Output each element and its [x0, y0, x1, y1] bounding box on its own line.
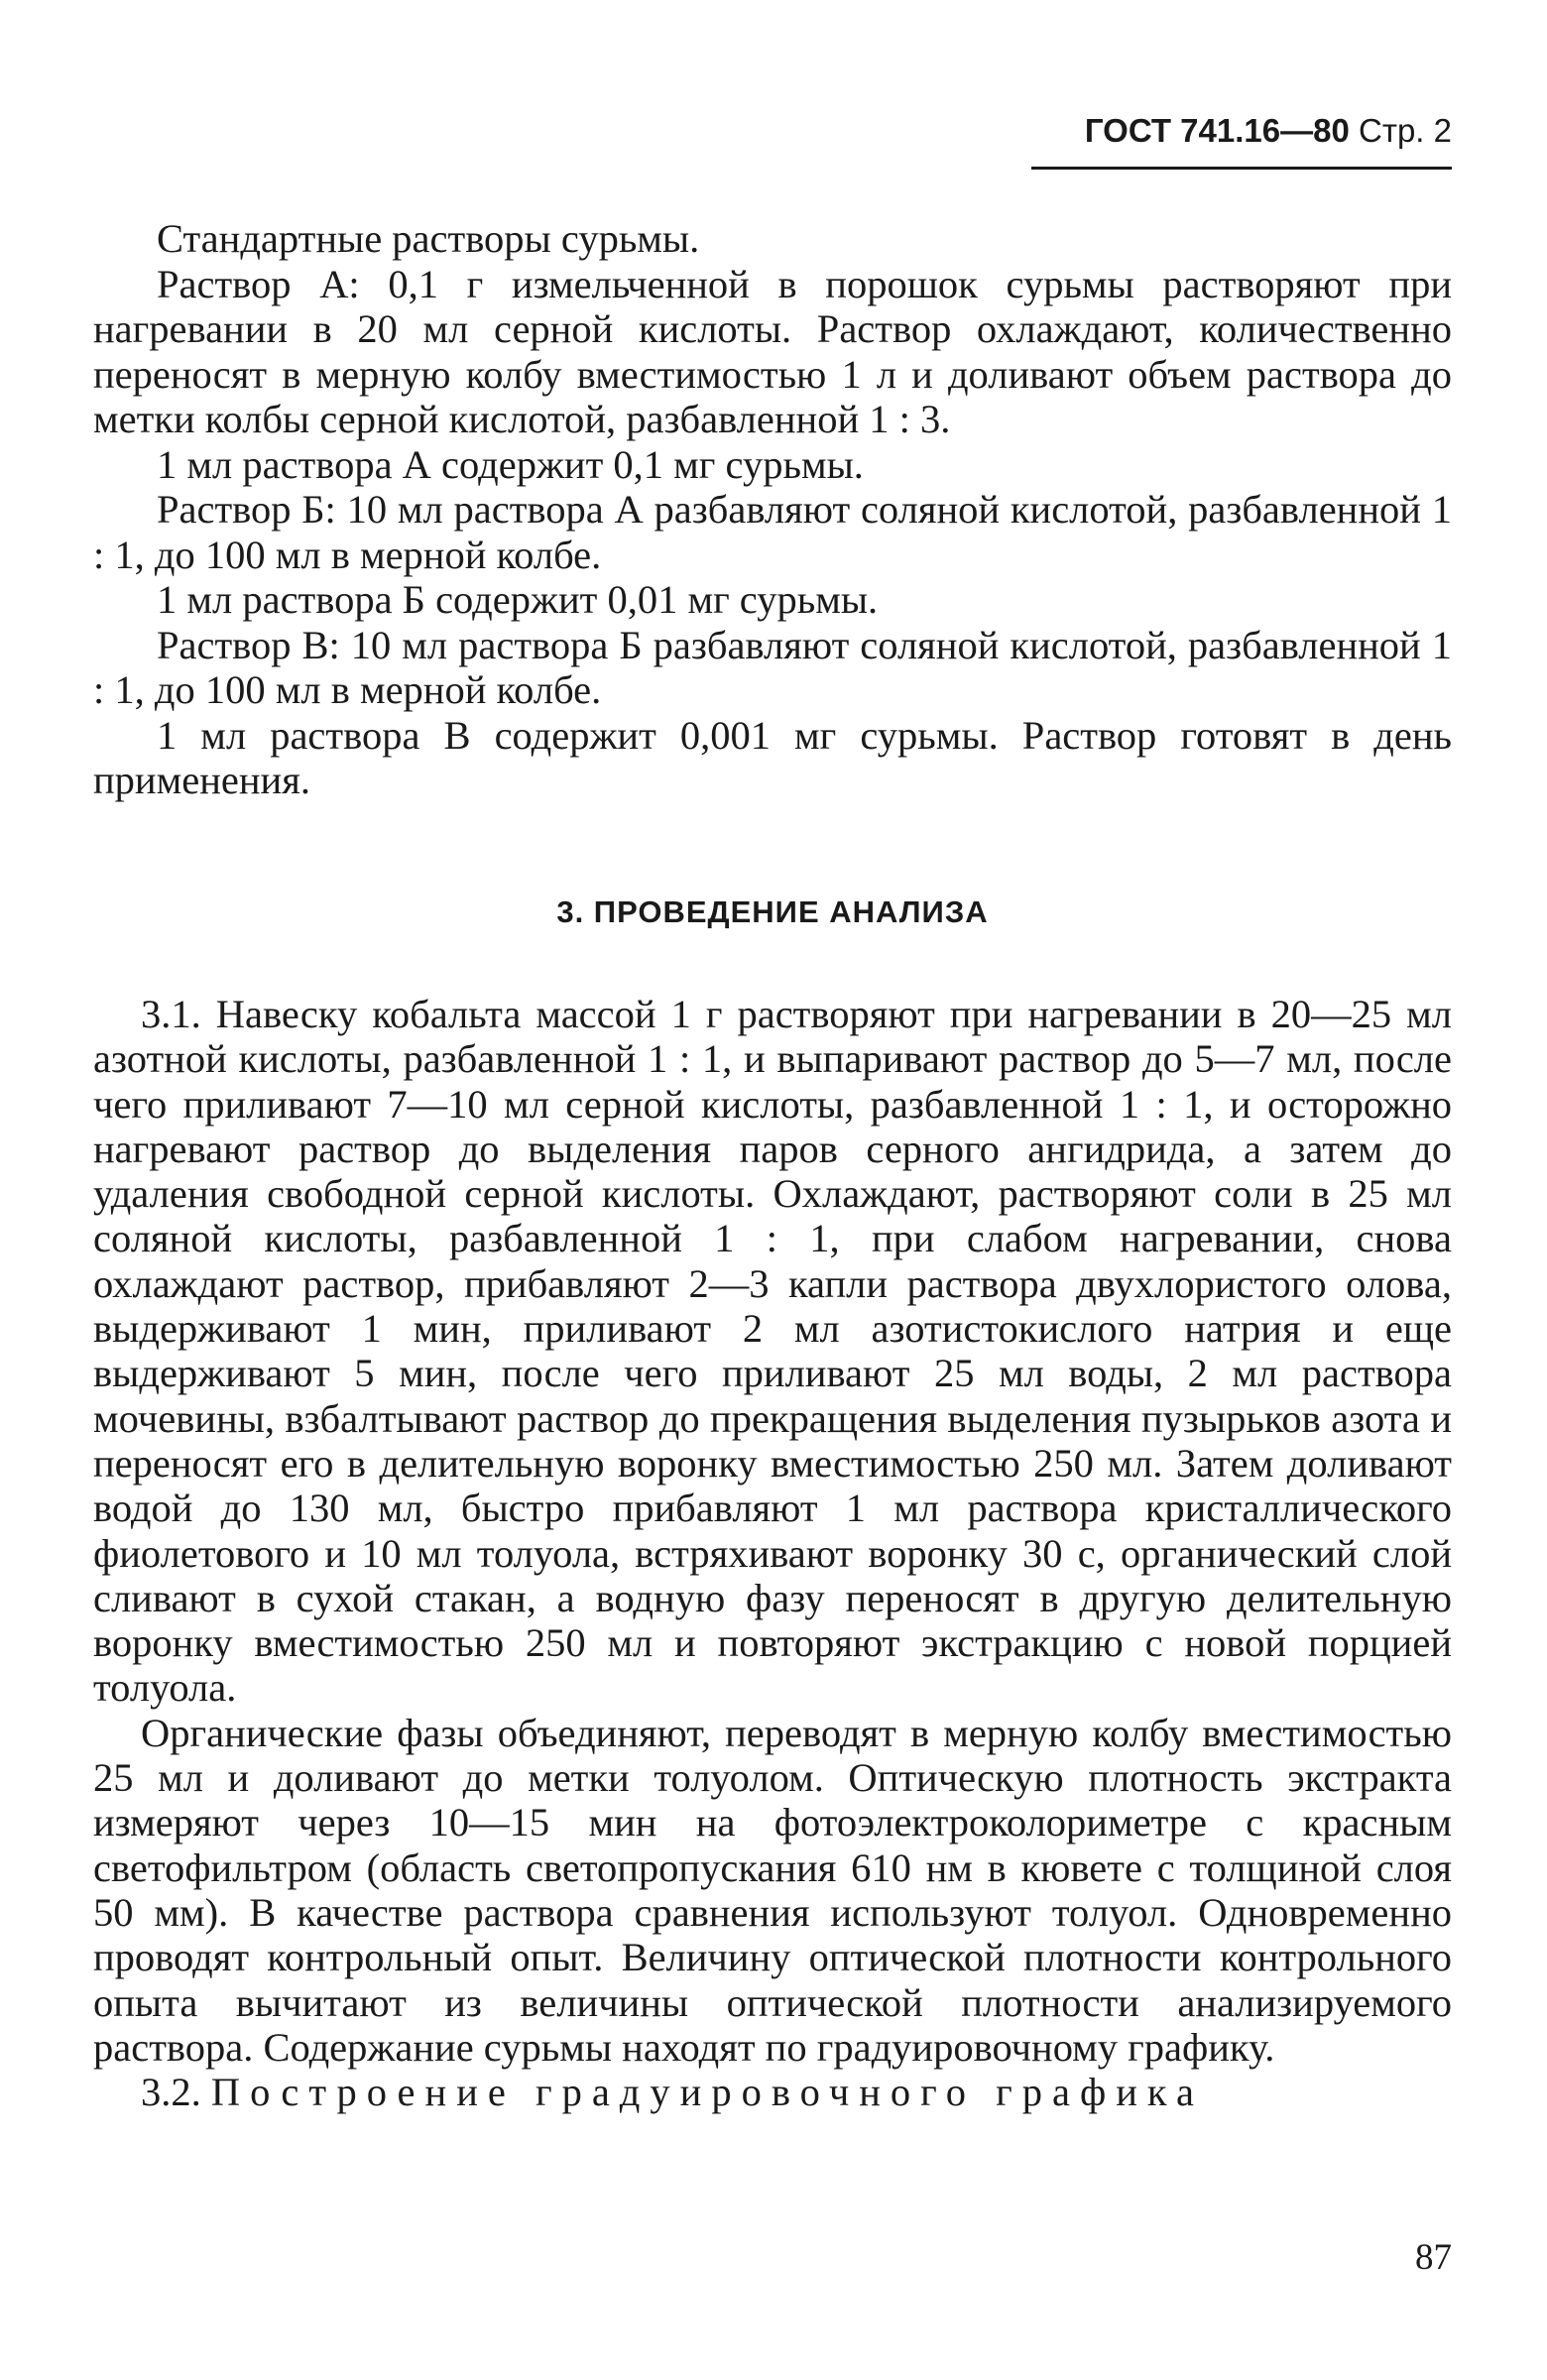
paragraph: Раствор В: 10 мл раствора Б разбавляют соляной кислотой, разбавленной 1 : 1, до 100 мл в мерной колбе. [93, 622, 1452, 712]
analysis-procedure-text [93, 992, 1452, 2114]
subsection-number: 3.2. [141, 2070, 201, 2115]
subsection-heading [93, 2070, 1452, 2114]
page-label: Стр. 2 [1359, 112, 1452, 149]
section-title: 3. ПРОВЕДЕНИЕ АНАЛИЗА [556, 894, 989, 929]
paragraph: 1 мл раствора Б содержит 0,01 мг сурьмы. [157, 577, 879, 622]
paragraph: Раствор А: 0,1 г измельченной в порошок сурьмы растворяют при нагревании в 20 мл серной кислоты. Раствор охлаждают, количественно переносят в мерную колбу вместимостью 1 л и доливают объем раствора до метки колбы серной кислотой, разбавленной 1 : 3. [93, 261, 1452, 441]
paragraph: 1 мл раствора В содержит 0,001 мг сурьмы. Раствор готовят в день применения. [93, 712, 1452, 802]
standard-solutions-text [93, 216, 1452, 803]
paragraph: 1 мл раствора А содержит 0,1 мг сурьмы. [157, 441, 864, 487]
paragraph: 3.1. Навеску кобальта массой 1 г растворяют при нагревании в 20—25 мл азотной кислоты, разбавленной 1 : 1, и выпаривают раствор до 5—7 мл, после чего приливают 7—10 мл серной кислоты, разбавленной 1 : 1, и осторожно нагревают раствор до выделения паров серного ангидрида, а затем до удаления свободной серной кислоты. Охлаждают, растворяют соли в 25 мл соляной кислоты, разбавленной 1 : 1, при слабом нагревании, снова охлаждают раствор, прибавляют 2—3 капли раствора двухлористого олова, выдерживают 1 мин, приливают 2 мл азотистокислого натрия и еще выдерживают 5 мин, после чего приливают 25 мл воды, 2 мл раствора мочевины, взбалтывают раствор до прекращения выделения пузырьков азота и переносят его в делительную воронку вместимостью 250 мл. Затем доливают водой до 130 мл, быстро прибавляют 1 мл раствора кристаллического фиолетового и 10 мл толуола, встряхивают воронку 30 с, органический слой сливают в сухой стакан, а водную фазу переносят в другую делительную воронку вместимостью 250 мл и повторяют экстракцию с новой порцией толуола. [93, 992, 1452, 1711]
paragraph: Органические фазы объединяют, переводят в мерную колбу вместимостью 25 мл и доливают до метки толуолом. Оптическую плотность экстракта измеряют через 10—15 мин на фотоэлектроколориметре с красным светофильтром (область светопропускания 610 нм в кювете с толщиной слоя 50 мм). В качестве раствора сравнения используют толуол. Одновременно проводят контрольный опыт. Величину оптической плотности контрольного опыта вычитают из величины оптической плотности анализируемого раствора. Содержание сурьмы находят по градуировочному графику. [93, 1710, 1452, 2070]
paragraph: Раствор Б: 10 мл раствора А разбавляют соляной кислотой, разбавленной 1 : 1, до 100 мл в мерной колбе. [93, 487, 1452, 577]
page-number: 87 [1415, 2237, 1452, 2278]
subsection-title: Построение градуировочного графика [210, 2070, 1204, 2115]
standard-number: ГОСТ 741.16—80 [1084, 112, 1350, 149]
page-header [1031, 111, 1452, 170]
paragraph: Стандартные растворы сурьмы. [157, 216, 700, 261]
